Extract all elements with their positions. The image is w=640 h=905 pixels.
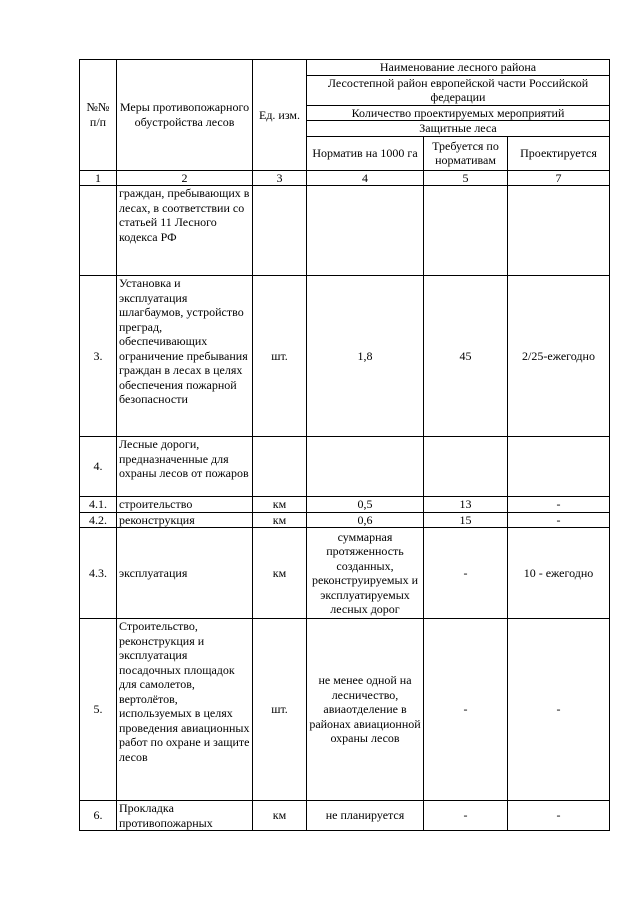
row-measure: Строительство, реконструкция и эксплуатация посадочных площадок для самолетов, вертолётов, используемых в целях проведения авиационных работ по охране и защите лесов [117,619,253,801]
row-required: - [424,619,508,801]
row-unit: км [253,801,307,831]
row-norm [307,186,424,276]
row-norm: не планируется [307,801,424,831]
row-num: 6. [80,801,117,831]
row-norm: суммарная протяженность созданных, реконструируемых и эксплуатируемых лесных дорог [307,528,424,619]
row-required: - [424,801,508,831]
header-region-name: Лесостепной район европейской части Российской федерации [307,75,610,105]
row-unit: км [253,512,307,528]
row-planned: - [508,801,610,831]
row-measure: Установка и эксплуатация шлагбаумов, устройство преград, обеспечивающих ограничение пребывания граждан в лесах в целях обеспечения пожарной безопасности [117,276,253,437]
row-planned: - [508,619,610,801]
row-norm: 1,8 [307,276,424,437]
col-number: 5 [424,170,508,186]
table-row [80,437,610,497]
row-measure: реконструкция [117,512,253,528]
row-required: - [424,528,508,619]
row-unit: км [253,528,307,619]
row-planned: - [508,512,610,528]
row-unit: шт. [253,276,307,437]
header-required: Требуется по нормативам [424,136,508,170]
header-norm: Норматив на 1000 га [307,136,424,170]
header-unit: Ед. изм. [253,60,307,171]
col-number: 2 [117,170,253,186]
col-number: 3 [253,170,307,186]
header-measures: Меры противопожарного обустройства лесов [117,60,253,171]
col-number: 1 [80,170,117,186]
row-planned: 10 - ежегодно [508,528,610,619]
row-norm: не менее одной на лесничество, авиаотделение в районах авиационной охраны лесов [307,619,424,801]
col-number: 7 [508,170,610,186]
row-norm: 0,6 [307,512,424,528]
row-planned: 2/25-ежегодно [508,276,610,437]
fire-safety-table [79,59,610,831]
row-planned: - [508,497,610,513]
header-region-title: Наименование лесного района [307,60,610,76]
header-num: №№ п/п [80,60,117,171]
table-row [80,801,610,831]
table-row [80,276,610,437]
row-required [424,186,508,276]
col-number: 4 [307,170,424,186]
row-norm [307,437,424,497]
table-row [80,512,610,528]
table-row [80,528,610,619]
row-unit: км [253,497,307,513]
row-unit [253,437,307,497]
header-planned: Проектируется [508,136,610,170]
row-num: 3. [80,276,117,437]
row-norm: 0,5 [307,497,424,513]
row-required: 13 [424,497,508,513]
row-measure-text: Прокладка противопожарных [119,801,213,830]
row-num [80,186,117,276]
row-unit: шт. [253,619,307,801]
table-row [80,619,610,801]
row-num: 4. [80,437,117,497]
row-required: 45 [424,276,508,437]
row-measure: Лесные дороги, предназначенные для охраны лесов от пожаров [117,437,253,497]
row-measure [117,801,253,831]
table-row [80,497,610,513]
row-required [424,437,508,497]
table-row [80,186,610,276]
row-required: 15 [424,512,508,528]
row-num: 5. [80,619,117,801]
header-qty-title: Количество проектируемых мероприятий [307,105,610,121]
row-measure: граждан, пребывающих в лесах, в соответствии со статьей 11 Лесного кодекса РФ [117,186,253,276]
row-planned [508,437,610,497]
row-measure: эксплуатация [117,528,253,619]
row-unit [253,186,307,276]
row-measure: строительство [117,497,253,513]
row-planned [508,186,610,276]
row-num: 4.1. [80,497,117,513]
row-num: 4.3. [80,528,117,619]
row-num: 4.2. [80,512,117,528]
header-forest-type: Защитные леса [307,121,610,137]
